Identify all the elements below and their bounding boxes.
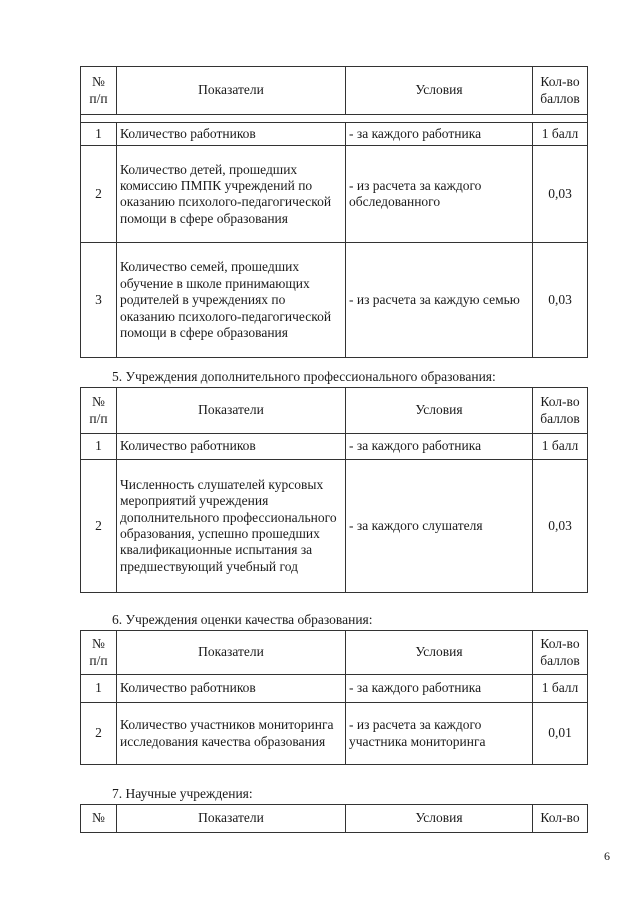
table-row: [81, 243, 588, 358]
table-row: [81, 703, 588, 765]
row-points: 1 балл: [533, 675, 588, 703]
row-condition: - за каждого работника: [346, 675, 533, 703]
header-indicators: Показатели: [117, 805, 346, 833]
row-num: 2: [81, 703, 117, 765]
table-row: [81, 146, 588, 243]
table-header-row: [81, 805, 588, 833]
header-conditions: Условия: [346, 631, 533, 675]
header-conditions: Условия: [346, 388, 533, 434]
row-indicator: Количество семей, прошедших обучение в школе принимающих родителей в учреждениях по оказанию психолого-педагогической помощи в сфере образования: [117, 243, 346, 358]
row-condition: - из расчета за каждую семью: [346, 243, 533, 358]
row-condition: - из расчета за каждого обследованного: [346, 146, 533, 243]
header-points: Кол-во баллов: [533, 631, 588, 675]
table-header-row: [81, 67, 588, 115]
table-row: [81, 460, 588, 593]
row-points: 1 балл: [533, 123, 588, 146]
header-conditions: Условия: [346, 805, 533, 833]
row-points: 1 балл: [533, 434, 588, 460]
section-7-title: 7. Научные учреждения:: [112, 786, 253, 801]
row-points: 0,03: [533, 460, 588, 593]
row-indicator: Количество детей, прошедших комиссию ПМПК учреждений по оказанию психолого-педагогической помощи в сфере образования: [117, 146, 346, 243]
row-num: 1: [81, 675, 117, 703]
section-6-title: 6. Учреждения оценки качества образования:: [112, 612, 373, 627]
header-conditions: Условия: [346, 67, 533, 115]
row-indicator: Количество работников: [117, 675, 346, 703]
table-row: [81, 675, 588, 703]
row-num: 2: [81, 460, 117, 593]
row-num: 3: [81, 243, 117, 358]
table-header-row: [81, 388, 588, 434]
row-indicator: Количество работников: [117, 123, 346, 146]
row-condition: - за каждого работника: [346, 123, 533, 146]
section-5-title: 5. Учреждения дополнительного профессионального образования:: [112, 369, 496, 384]
header-num: № п/п: [81, 67, 117, 115]
row-points: 0,01: [533, 703, 588, 765]
header-indicators: Показатели: [117, 67, 346, 115]
row-num: 1: [81, 434, 117, 460]
header-points: Кол-во баллов: [533, 67, 588, 115]
row-num: 2: [81, 146, 117, 243]
header-points: Кол-во: [533, 805, 588, 833]
row-condition: - за каждого слушателя: [346, 460, 533, 593]
header-indicators: Показатели: [117, 631, 346, 675]
row-condition: - из расчета за каждого участника мониторинга: [346, 703, 533, 765]
table-row: [81, 434, 588, 460]
row-indicator: Численность слушателей курсовых мероприятий учреждения дополнительного профессионального образования, успешно прошедших квалификационные испытания за предшествующий учебный год: [117, 460, 346, 593]
table-row: [81, 123, 588, 146]
row-points: 0,03: [533, 146, 588, 243]
row-num: 1: [81, 123, 117, 146]
row-points: 0,03: [533, 243, 588, 358]
row-indicator: Количество участников мониторинга исследования качества образования: [117, 703, 346, 765]
table-additional-professional-education: [80, 387, 588, 593]
row-condition: - за каждого работника: [346, 434, 533, 460]
table-header-row: [81, 631, 588, 675]
row-indicator: Количество работников: [117, 434, 346, 460]
header-points: Кол-во баллов: [533, 388, 588, 434]
table-education-quality-assessment: [80, 630, 588, 765]
header-indicators: Показатели: [117, 388, 346, 434]
header-num: №: [81, 805, 117, 833]
table-scientific-institutions: [80, 804, 588, 833]
header-num: № п/п: [81, 631, 117, 675]
table-psych-pedagogical: [80, 66, 588, 358]
header-num: № п/п: [81, 388, 117, 434]
page-number: 6: [604, 849, 610, 863]
header-spacer: [81, 115, 588, 123]
